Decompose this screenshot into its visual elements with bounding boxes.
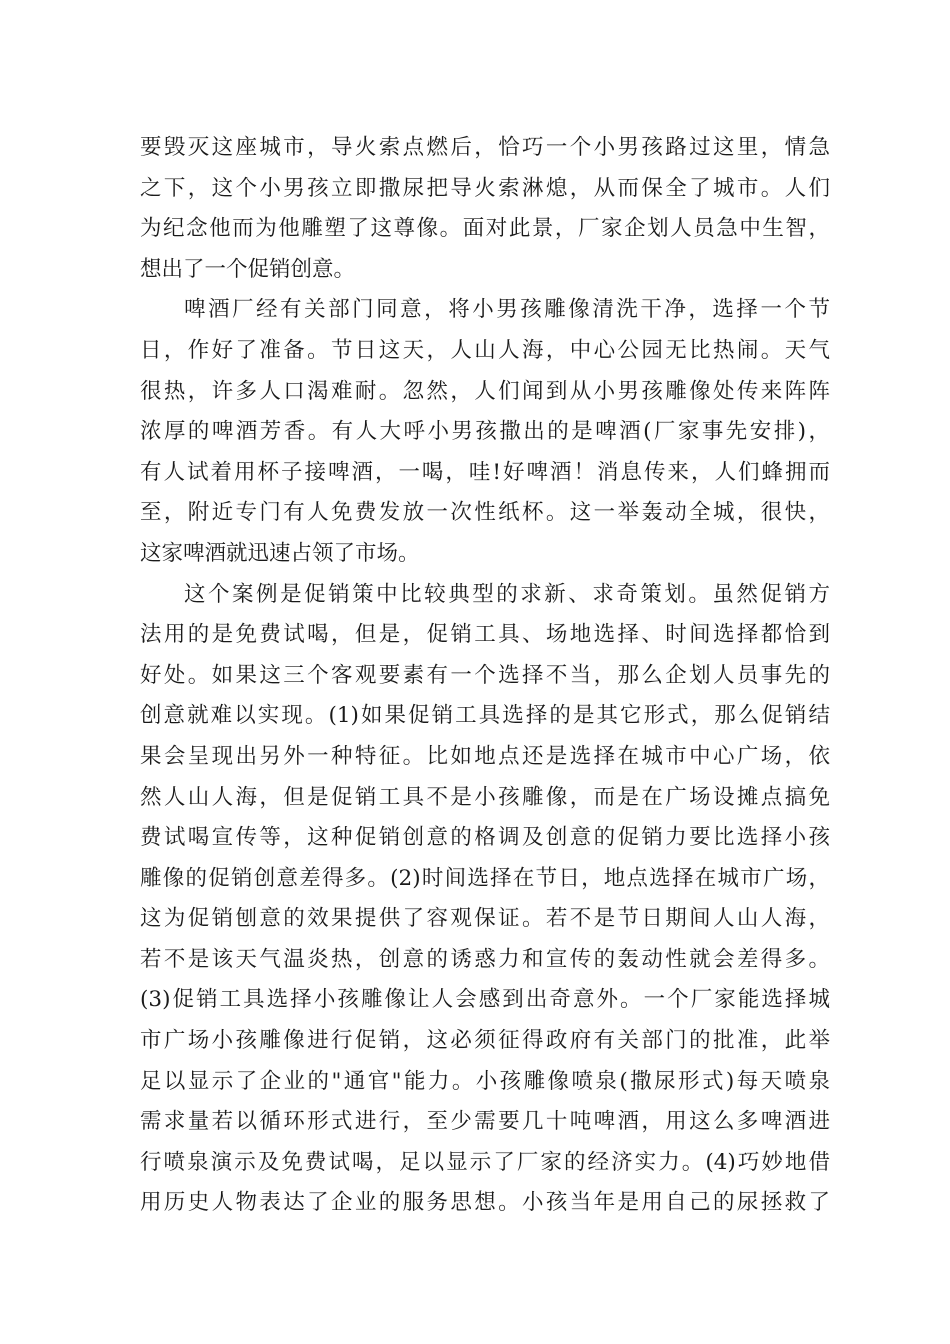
paragraph-3 (140, 575, 830, 1225)
text-line: 之下，这个小男孩立即撒尿把导火索淋熄，从而保全了城市。人们 (140, 175, 830, 201)
text-line: 行喷泉演示及免费试喝，足以显示了厂家的经济实力。(4)巧妙地借 (140, 1149, 830, 1175)
text-line: 很热，许多人口渴难耐。忽然，人们闻到从小男孩雕像处传来阵阵 (140, 378, 830, 404)
text-line: 啤酒厂经有关部门同意，将小男孩雕像清洗干净，选择一个节 (184, 297, 830, 323)
text-line: 法用的是免费试喝，但是，促销工具、场地选择、时间选择都恰到 (140, 622, 830, 648)
text-line: 这个案例是促销策中比较典型的求新、求奇策划。虽然促销方 (184, 581, 830, 607)
text-line: 要毁灭这座城市，导火索点燃后，恰巧一个小男孩路过这里，情急 (140, 135, 830, 160)
text-line: 创意就难以实现。(1)如果促销工具选择的是其它形式，那么促销结 (140, 703, 830, 729)
text-line: 用历史人物表达了企业的服务思想。小孩当年是用自己的尿拯救了 (140, 1190, 830, 1216)
text-line: 浓厚的啤酒芳香。有人大呼小男孩撒出的是啤酒(厂家事先安排)， (140, 419, 830, 445)
text-line: (3)促销工具选择小孩雕像让人会感到出奇意外。一个厂家能选择城 (140, 987, 830, 1013)
text-line: 若不是该天气温炎热，创意的诱惑力和宣传的轰动性就会差得多。 (140, 946, 830, 972)
paragraph-1 (140, 128, 830, 290)
text-line: 市广场小孩雕像进行促销，这必须征得政府有关部门的批准，此举 (140, 1028, 830, 1054)
text-line: 日，作好了准备。节日这天，人山人海，中心公园无比热闹。天气 (140, 337, 830, 363)
text-line: 至，附近专门有人免费发放一次性纸杯。这一举轰动全城，很快， (140, 500, 830, 526)
text-line: 有人试着用杯子接啤酒，一喝，哇!好啤酒！消息传来，人们蜂拥而 (140, 459, 830, 485)
text-line: 足以显示了企业的"通官"能力。小孩雕像喷泉(撒尿形式)每天喷泉 (140, 1068, 830, 1094)
text-line: 想出了一个促销创意。 (140, 256, 356, 282)
text-line: 这家啤酒就迅速占领了市场。 (140, 540, 420, 566)
text-line: 好处。如果这三个客观要素有一个选择不当，那么企划人员事先的 (140, 662, 830, 688)
text-line: 雕像的促销创意差得多。(2)时间选择在节日，地点选择在城市广场， (140, 865, 830, 891)
text-line: 果会呈现出另外一种特征。比如地点还是选择在城市中心广场，依 (140, 743, 830, 769)
text-line: 这为促销刨意的效果提供了容观保证。若不是节日期间人山人海， (140, 906, 830, 932)
article-body (140, 128, 830, 1224)
text-line: 然人山人海，但是促销工具不是小孩雕像，而是在广场设摊点搞免 (140, 784, 830, 810)
paragraph-2 (140, 290, 830, 574)
text-line: 费试喝宣传等，这种促销创意的格调及创意的促销力要比选择小孩 (140, 825, 830, 851)
text-line: 需求量若以循环形式进行，至少需要几十吨啤酒，用这么多啤酒进 (140, 1109, 830, 1135)
text-line: 为纪念他而为他雕塑了这尊像。面对此景，厂家企划人员急中生智， (140, 216, 830, 242)
